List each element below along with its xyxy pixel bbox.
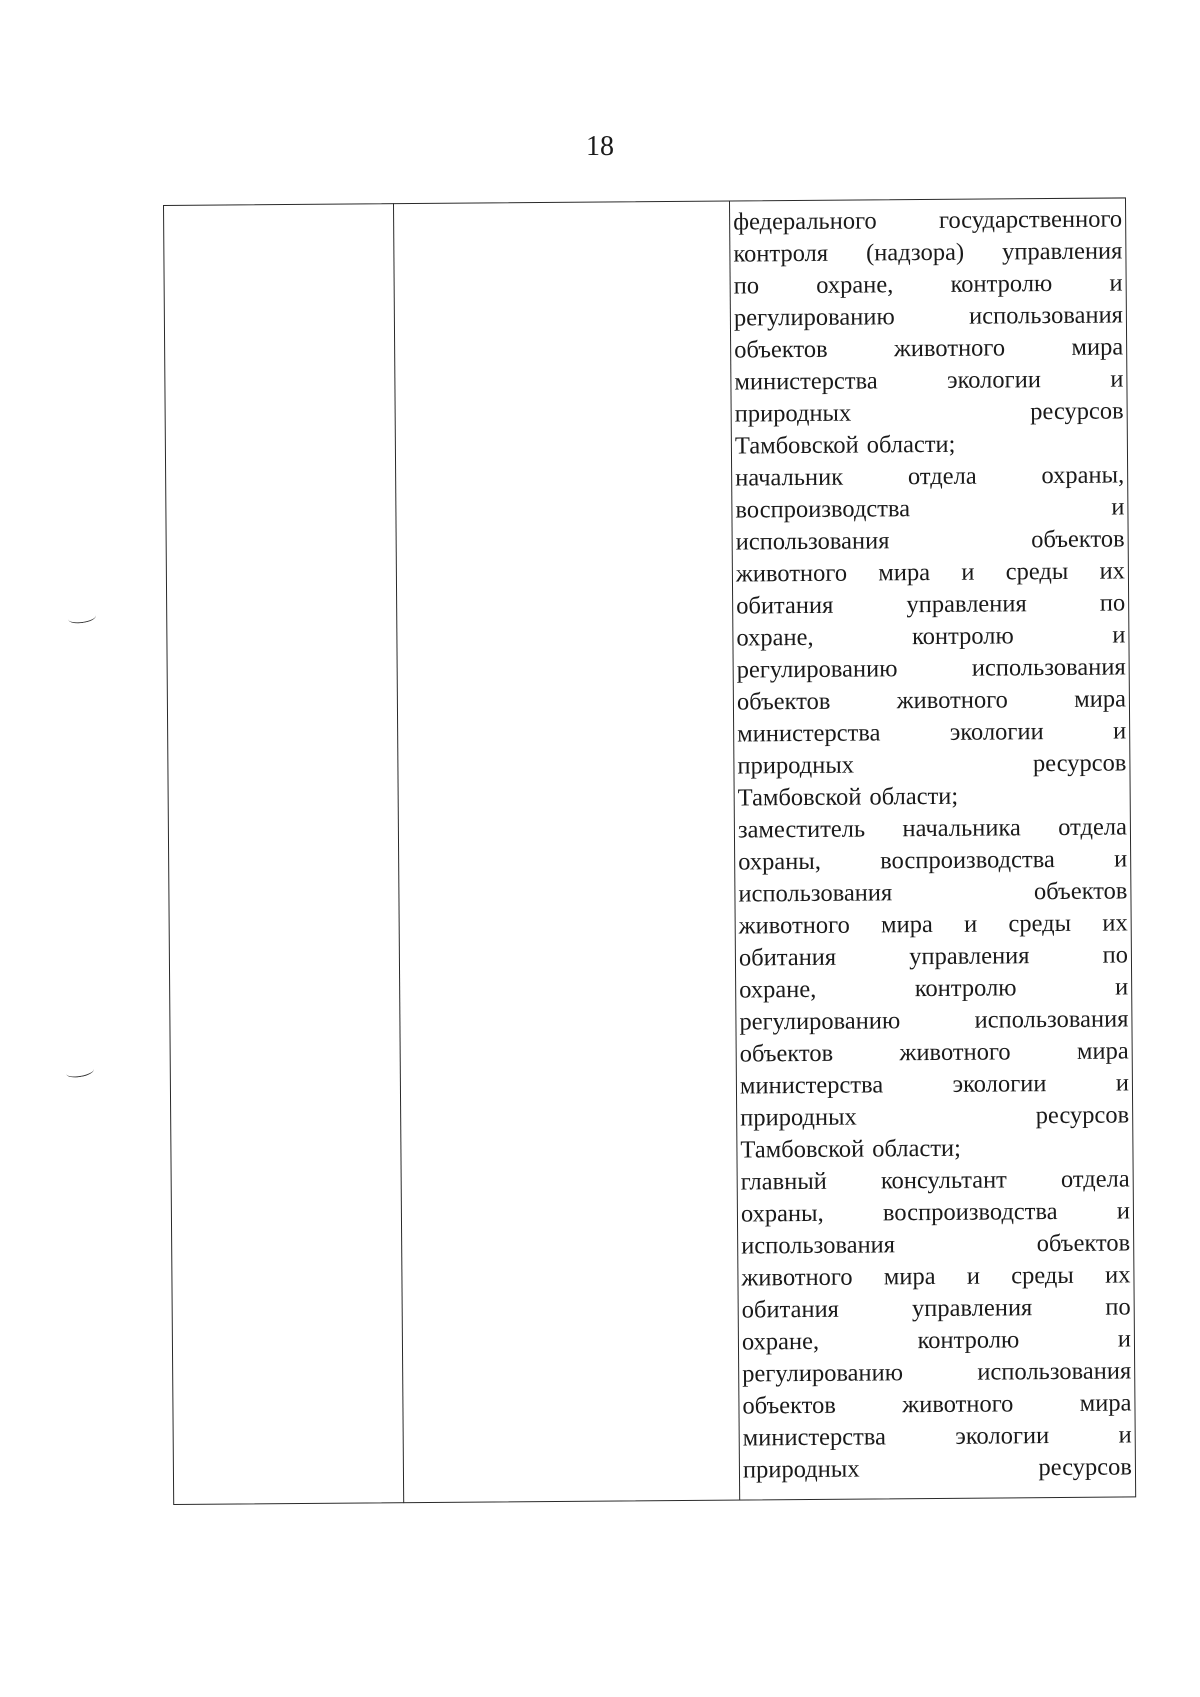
text-line xyxy=(739,971,1128,1006)
word: и xyxy=(1116,1197,1131,1225)
word: животного xyxy=(902,1390,1014,1419)
word: по xyxy=(733,272,760,300)
word: федерального xyxy=(733,207,877,236)
word: регулированию xyxy=(739,1007,901,1036)
word: ресурсов xyxy=(1032,749,1127,778)
word: мира xyxy=(1079,1389,1132,1417)
word: министерства xyxy=(734,367,878,396)
word: отдела xyxy=(1058,813,1128,841)
word: (надзора) xyxy=(865,238,965,267)
word: Тамбовской xyxy=(740,1135,865,1164)
document-table xyxy=(163,197,1136,1505)
text-line xyxy=(734,363,1123,398)
word: и xyxy=(1114,973,1129,1001)
word: регулированию xyxy=(742,1359,904,1388)
word: использования xyxy=(977,1357,1132,1386)
text-line xyxy=(738,811,1127,846)
word: животного xyxy=(893,334,1006,363)
word: заместитель xyxy=(737,815,866,844)
text-line xyxy=(739,1003,1128,1038)
word: экологии xyxy=(949,718,1044,746)
text-line xyxy=(737,651,1126,686)
text-line xyxy=(734,299,1123,334)
word: охраны, xyxy=(1041,461,1125,490)
word: животного xyxy=(735,559,848,588)
word: и xyxy=(1109,269,1123,297)
word: регулированию xyxy=(733,303,895,332)
text-line xyxy=(736,523,1125,558)
word: объектов xyxy=(1031,525,1125,554)
word: области; xyxy=(869,782,959,811)
word: природных xyxy=(737,751,855,780)
text-line xyxy=(737,683,1126,718)
word: министерства xyxy=(737,719,881,748)
word: министерства xyxy=(742,1423,887,1452)
word: контролю xyxy=(950,270,1053,298)
text-line xyxy=(734,267,1123,302)
word: животного xyxy=(738,911,850,940)
text-line xyxy=(741,1163,1130,1198)
word: и xyxy=(966,1262,981,1290)
text-line xyxy=(736,619,1125,654)
word: воспроизводства xyxy=(882,1198,1058,1227)
word: объектов xyxy=(1036,1229,1131,1258)
word: использования xyxy=(741,1231,896,1260)
text-line xyxy=(742,1291,1131,1326)
page-number: 18 xyxy=(586,131,614,162)
word: и xyxy=(1115,1069,1130,1097)
text-line xyxy=(734,331,1123,366)
word: охраны, xyxy=(738,847,821,876)
word: использования xyxy=(971,653,1126,682)
text-line xyxy=(733,203,1122,238)
word: экологии xyxy=(946,366,1041,394)
text-line xyxy=(743,1451,1132,1486)
word: контролю xyxy=(914,974,1017,1003)
text-line xyxy=(735,395,1124,430)
word: животного xyxy=(896,686,1008,715)
word: обитания xyxy=(736,591,834,620)
word: мира xyxy=(883,1262,936,1291)
word: среды xyxy=(1008,909,1072,938)
word: их xyxy=(1104,1261,1131,1289)
text-line xyxy=(742,1323,1131,1358)
word: управления xyxy=(906,590,1027,619)
text-line xyxy=(736,587,1125,622)
text-line xyxy=(740,1099,1129,1134)
word: среды xyxy=(1005,557,1069,586)
word: по xyxy=(1105,1293,1131,1321)
word: экологии xyxy=(952,1070,1047,1098)
word: контроля xyxy=(733,239,829,268)
text-line xyxy=(735,459,1124,494)
text-line xyxy=(737,715,1126,750)
word: Тамбовской xyxy=(737,783,862,812)
word: экологии xyxy=(955,1422,1050,1450)
word: контролю xyxy=(911,622,1014,651)
word: объектов xyxy=(734,335,828,364)
word: ресурсов xyxy=(1030,397,1124,426)
text-line xyxy=(741,1227,1130,1262)
word: Тамбовской xyxy=(734,431,859,460)
word: и xyxy=(1112,717,1127,745)
text-line xyxy=(740,1035,1129,1070)
word: управления xyxy=(1001,237,1123,266)
word: воспроизводства xyxy=(735,495,911,524)
word: животного xyxy=(741,1263,853,1292)
word: управления xyxy=(909,942,1030,971)
word: их xyxy=(1099,557,1125,585)
table-cell-col3 xyxy=(733,203,1132,1486)
text-line xyxy=(736,555,1125,590)
word: и xyxy=(1112,621,1126,649)
word: и xyxy=(1118,1421,1132,1449)
word: области; xyxy=(866,430,956,459)
word: охраны, xyxy=(740,1199,824,1228)
text-line xyxy=(735,427,1124,462)
word: мира xyxy=(878,558,931,587)
word: природных xyxy=(740,1103,857,1132)
word: консультант xyxy=(880,1166,1007,1195)
scan-mark xyxy=(67,610,96,625)
word: отдела xyxy=(1060,1165,1130,1193)
word: отдела xyxy=(907,462,977,491)
word: использования xyxy=(968,301,1123,330)
word: начальника xyxy=(902,814,1021,843)
text-line xyxy=(741,1259,1130,1294)
text-line xyxy=(742,1355,1131,1390)
text-line xyxy=(739,907,1128,942)
word: их xyxy=(1102,909,1128,937)
word: природных xyxy=(742,1455,860,1484)
word: охране, xyxy=(736,623,814,652)
text-line xyxy=(743,1419,1132,1454)
word: использования xyxy=(735,527,890,556)
text-line xyxy=(737,747,1126,782)
word: объектов xyxy=(739,1039,834,1068)
word: и xyxy=(1111,493,1125,521)
text-line xyxy=(738,875,1127,910)
word: области; xyxy=(872,1134,962,1163)
word: мира xyxy=(1076,1037,1129,1065)
word: ресурсов xyxy=(1035,1101,1130,1130)
word: контролю xyxy=(917,1326,1020,1355)
text-line xyxy=(738,843,1127,878)
word: объектов xyxy=(1033,877,1128,906)
word: обитания xyxy=(738,943,837,972)
word: и xyxy=(1110,365,1124,393)
word: использования xyxy=(974,1005,1129,1034)
text-line xyxy=(741,1195,1130,1230)
word: обитания xyxy=(741,1295,840,1324)
word: объектов xyxy=(736,687,831,716)
word: использования xyxy=(738,879,893,908)
word: охране, xyxy=(741,1327,820,1356)
text-line xyxy=(733,235,1122,270)
word: по xyxy=(1099,589,1126,617)
word: среды xyxy=(1011,1261,1074,1290)
word: охране, xyxy=(816,271,894,299)
word: мира xyxy=(880,910,933,939)
word: и xyxy=(1113,845,1128,873)
scan-mark xyxy=(65,1064,94,1080)
word: и xyxy=(1117,1325,1132,1353)
text-line xyxy=(738,779,1127,814)
text-line xyxy=(742,1387,1131,1422)
text-line xyxy=(740,1131,1129,1166)
word: и xyxy=(961,558,975,586)
word: животного xyxy=(899,1038,1011,1067)
word: воспроизводства xyxy=(880,846,1055,875)
word: министерства xyxy=(739,1071,884,1100)
word: охране, xyxy=(739,975,817,1004)
word: регулированию xyxy=(736,655,898,684)
word: управления xyxy=(911,1294,1033,1323)
word: объектов xyxy=(742,1391,836,1420)
word: государственного xyxy=(938,205,1123,234)
word: начальник xyxy=(735,463,844,492)
text-line xyxy=(739,939,1128,974)
word: ресурсов xyxy=(1038,1453,1133,1482)
word: главный xyxy=(740,1167,827,1196)
word: мира xyxy=(1071,333,1124,361)
text-line xyxy=(740,1067,1129,1102)
word: по xyxy=(1102,941,1129,969)
word: природных xyxy=(734,399,852,428)
word: мира xyxy=(1074,685,1127,713)
word: и xyxy=(963,910,978,938)
text-line xyxy=(735,491,1124,526)
